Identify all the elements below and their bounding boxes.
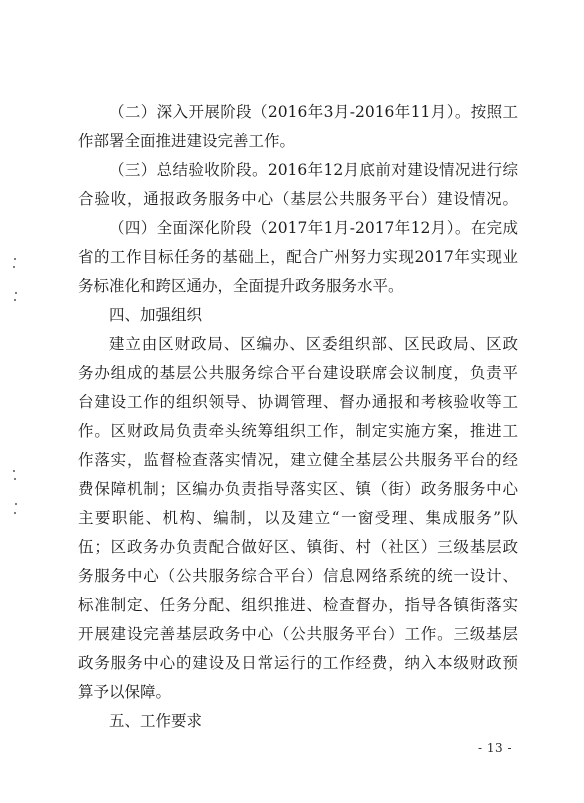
paragraph-line: 主要职能、机构、编制，以及建立“一窗受理、集成服务”队 bbox=[78, 509, 518, 527]
margin-mark bbox=[14, 299, 16, 301]
margin-mark bbox=[13, 266, 15, 268]
paragraph-line: 算予以保障。 bbox=[78, 683, 172, 701]
paragraph-line: 开展建设完善基层政务中心（公共服务平台）工作。三级基层 bbox=[78, 625, 518, 643]
section-heading: 五、工作要求 bbox=[109, 712, 203, 730]
margin-mark bbox=[13, 470, 15, 472]
paragraph-line: （四）全面深化阶段（2017年1月-2017年12月）。在完成 bbox=[109, 219, 518, 237]
paragraph-line: 作部署全面推进建设完善工作。 bbox=[78, 132, 296, 150]
paragraph-line: 务服务中心（公共服务综合平台）信息网络系统的统一设计、 bbox=[78, 567, 518, 585]
paragraph-line: 务标准化和跨区通办，全面提升政务服务水平。 bbox=[78, 277, 404, 295]
paragraph-line: 政务服务中心的建设及日常运行的工作经费，纳入本级财政预 bbox=[78, 654, 518, 672]
paragraph-line: 务办组成的基层公共服务综合平台建设联席会议制度，负责平 bbox=[78, 364, 518, 382]
paragraph-line: 台建设工作的组织领导、协调管理、督办通报和考核验收等工 bbox=[78, 393, 518, 411]
margin-mark bbox=[15, 503, 17, 505]
paragraph-line: 伍；区政务办负责配合做好区、镇街、村（社区）三级基层政 bbox=[78, 538, 518, 556]
section-heading: 四、加强组织 bbox=[109, 306, 203, 324]
paragraph-line: 建立由区财政局、区编办、区委组织部、区民政局、区政 bbox=[109, 335, 518, 353]
margin-mark bbox=[14, 512, 16, 514]
paragraph-line: 省的工作目标任务的基础上，配合广州努力实现2017年实现业 bbox=[78, 248, 518, 266]
paragraph-line: 作落实，监督检查落实情况，建立健全基层公共服务平台的经 bbox=[78, 451, 518, 469]
margin-mark bbox=[14, 258, 16, 260]
page-number: - 13 - bbox=[478, 741, 513, 755]
paragraph-line: 标准制定、任务分配、组织推进、检查督办，指导各镇街落实 bbox=[78, 596, 518, 614]
margin-mark bbox=[14, 478, 16, 480]
paragraph-line: 费保障机制；区编办负责指导落实区、镇（街）政务服务中心 bbox=[78, 480, 518, 498]
paragraph-line: 作。区财政局负责牵头统筹组织工作，制定实施方案，推进工 bbox=[78, 422, 518, 440]
paragraph-line: 合验收，通报政务服务中心（基层公共服务平台）建设情况。 bbox=[78, 190, 518, 208]
margin-mark bbox=[15, 292, 17, 294]
paragraph-line: （二）深入开展阶段（2016年3月-2016年11月）。按照工 bbox=[109, 103, 518, 121]
paragraph-line: （三）总结验收阶段。2016年12月底前对建设情况进行综 bbox=[109, 161, 518, 179]
document-body bbox=[78, 98, 518, 736]
